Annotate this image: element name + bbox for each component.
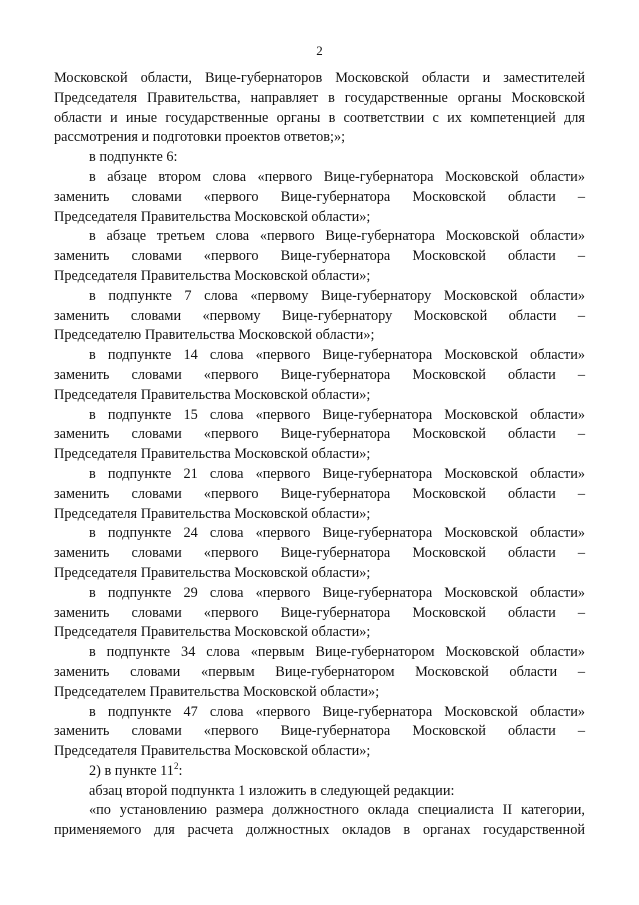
- text-line: [54, 425, 585, 445]
- text-line: [54, 109, 585, 129]
- text-line-content: области и иные государственные органы в соответствии с их компетенцией для: [54, 109, 585, 126]
- text-line-content: в абзаце третьем слова «первого Вице-губернатора Московской области»: [89, 228, 585, 245]
- text-line-content: Председателя Правительства Московской области»;: [54, 505, 371, 522]
- superscript: 2: [173, 760, 179, 771]
- text-line-content: в подпункте 6:: [89, 149, 178, 166]
- text-line: [54, 604, 585, 624]
- text-line-content: Председателя Правительства Московской области»;: [54, 624, 371, 641]
- text-line-content: в подпункте 15 слова «первого Вице-губернатора Московской области»: [89, 406, 585, 423]
- text-line: [54, 782, 585, 802]
- text-line-content: Председателя Правительства Московской области»;: [54, 267, 371, 284]
- text-line-content: в подпункте 47 слова «первого Вице-губернатора Московской области»: [89, 703, 585, 720]
- text-line: [54, 663, 585, 683]
- text-line: [54, 267, 585, 287]
- text-line-content: 2) в пункте 11: [89, 762, 174, 779]
- text-line-content: в абзаце втором слова «первого Вице-губернатора Московской области»: [89, 168, 585, 185]
- text-line: [54, 762, 585, 782]
- text-line-content: рассмотрения и подготовки проектов ответов;»;: [54, 129, 346, 146]
- text-line: [54, 643, 585, 663]
- page-number: 2: [316, 43, 323, 58]
- text-line: [54, 326, 585, 346]
- text-line: [54, 623, 585, 643]
- text-line: [54, 584, 585, 604]
- text-line: [54, 465, 585, 485]
- text-line: [54, 89, 585, 109]
- text-line-content: Московской области, Вице-губернаторов Московской области и заместителей: [54, 70, 585, 86]
- text-line: [54, 366, 585, 386]
- text-line: [54, 307, 585, 327]
- text-line: [54, 801, 585, 821]
- text-line: [54, 287, 585, 307]
- text-line-content: применяемого для расчета должностных окладов в органах государственной: [54, 822, 585, 839]
- text-line: [54, 227, 585, 247]
- text-line: [54, 703, 585, 723]
- text-line-content: заменить словами «первым Вице-губернатором Московской области –: [54, 663, 585, 680]
- text-line-content: в подпункте 34 слова «первым Вице-губернатором Московской области»: [89, 644, 585, 661]
- text-line: [54, 69, 585, 89]
- text-line: [54, 346, 585, 366]
- text-line: [54, 445, 585, 465]
- text-line-content: Председателем Правительства Московской области»;: [54, 683, 380, 700]
- text-line-content: Председателя Правительства Московской области»;: [54, 743, 371, 760]
- text-line-content: заменить словами «первого Вице-губернатора Московской области –: [54, 604, 585, 621]
- text-line: [54, 821, 585, 841]
- text-line: [54, 524, 585, 544]
- text-line-content: в подпункте 7 слова «первому Вице-губернатору Московской области»: [89, 287, 585, 304]
- text-line-content: Председателя Правительства Московской области»;: [54, 386, 371, 403]
- text-line-content: заменить словами «первому Вице-губернатору Московской области –: [54, 307, 585, 324]
- text-line: [54, 722, 585, 742]
- text-line: [54, 386, 585, 406]
- text-line-content: заменить словами «первого Вице-губернатора Московской области –: [54, 723, 585, 740]
- text-line-content: Председателя Правительства, направляет в государственные органы Московской: [54, 89, 585, 106]
- text-line: [54, 148, 585, 168]
- text-line-content: абзац второй подпункта 1 изложить в следующей редакции:: [89, 782, 455, 799]
- text-line: [54, 168, 585, 188]
- text-line-content: Председателя Правительства Московской области»;: [54, 564, 371, 581]
- text-line: [54, 485, 585, 505]
- text-line-content: в подпункте 21 слова «первого Вице-губернатора Московской области»: [89, 465, 585, 482]
- text-line-content: заменить словами «первого Вице-губернатора Московской области –: [54, 366, 585, 383]
- text-line: [54, 247, 585, 267]
- text-line-content: заменить словами «первого Вице-губернатора Московской области –: [54, 248, 585, 265]
- document-body: [54, 69, 585, 841]
- text-line-content: «по установлению размера должностного оклада специалиста II категории,: [89, 802, 585, 819]
- text-line-content: в подпункте 29 слова «первого Вице-губернатора Московской области»: [89, 584, 585, 601]
- text-line-content: заменить словами «первого Вице-губернатора Московской области –: [54, 188, 585, 205]
- text-line-content: заменить словами «первого Вице-губернатора Московской области –: [54, 485, 585, 502]
- text-line-content: заменить словами «первого Вице-губернатора Московской области –: [54, 545, 585, 562]
- text-line: [54, 683, 585, 703]
- text-line-content: Председателя Правительства Московской области»;: [54, 446, 371, 463]
- text-line-content: в подпункте 24 слова «первого Вице-губернатора Московской области»: [89, 525, 585, 542]
- text-line-content: заменить словами «первого Вице-губернатора Московской области –: [54, 426, 585, 443]
- text-line: [54, 188, 585, 208]
- text-line: [54, 208, 585, 228]
- text-line: [54, 742, 585, 762]
- text-line: [54, 505, 585, 525]
- text-line: [54, 564, 585, 584]
- text-line-content: Председателя Правительства Московской области»;: [54, 208, 371, 225]
- text-line-tail: :: [178, 762, 183, 779]
- text-line-content: Председателю Правительства Московской области»;: [54, 327, 375, 344]
- text-line: [54, 128, 585, 148]
- text-line: [54, 406, 585, 426]
- text-line-content: в подпункте 14 слова «первого Вице-губернатора Московской области»: [89, 347, 585, 364]
- text-line: [54, 544, 585, 564]
